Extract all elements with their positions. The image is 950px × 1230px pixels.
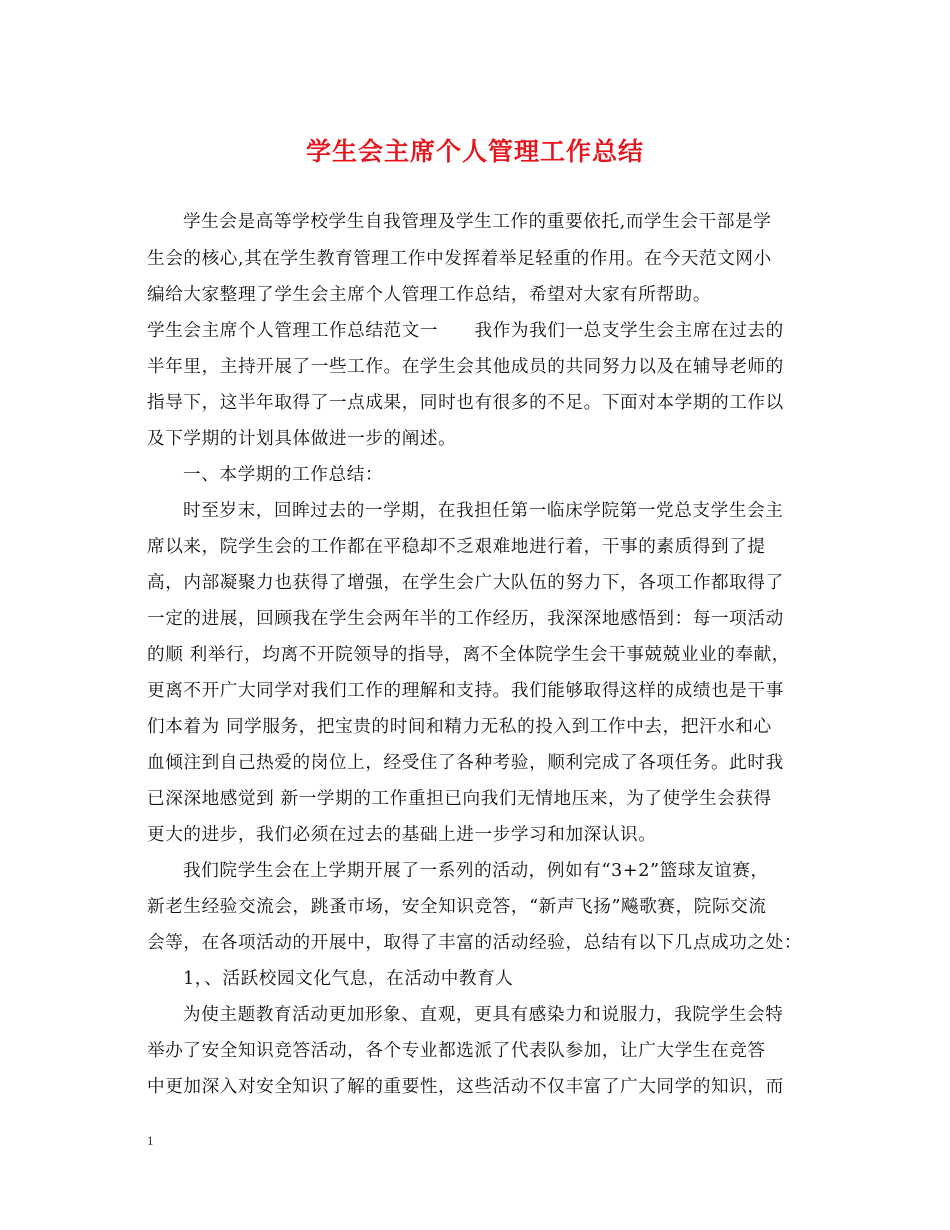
- text-line: 半年里，主持开展了一些工作。在学生会其他成员的共同努力以及在辅导老师的: [147, 357, 784, 377]
- document-title: 学生会主席个人管理工作总结: [305, 137, 644, 166]
- section-heading: 一、本学期的工作总结：: [183, 465, 384, 485]
- text-line: 生会的核心,其在学生教育管理工作中发挥着举足轻重的作用。在今天范文网小: [147, 249, 772, 269]
- text-line: 我们院学生会在上学期开展了一系列的活动，例如有“3+2”篮球友谊赛，: [183, 861, 769, 881]
- text-line: 更离不开广大同学对我们工作的理解和支持。我们能够取得这样的成绩也是干事: [147, 681, 784, 701]
- text-line: 们本着为 同学服务，把宝贵的时间和精力无私的投入到工作中去，把汗水和心: [147, 717, 772, 737]
- section-heading: 1，、活跃校园文化气息，在活动中教育人: [183, 969, 514, 989]
- text-line: 已深深地感觉到 新一学期的工作重担已向我们无情地压来，为了使学生会获得: [147, 789, 772, 809]
- text-line: 学生会主席个人管理工作总结范文一 我作为我们一总支学生会主席在过去的: [147, 321, 784, 341]
- text-line: 席以来，院学生会的工作都在平稳却不乏艰难地进行着，干事的素质得到了提: [147, 537, 766, 557]
- text-line: 血倾注到自己热爱的岗位上，经受住了各种考验，顺利完成了各项任务。此时我: [147, 753, 784, 773]
- text-line: 编给大家整理了学生会主席个人管理工作总结，希望对大家有所帮助。: [147, 285, 712, 305]
- text-line: 指导下，这半年取得了一点成果，同时也有很多的不足。下面对本学期的工作以: [147, 393, 784, 413]
- text-line: 更大的进步，我们必须在过去的基础上进一步学习和加深认识。: [147, 825, 657, 845]
- text-line: 一定的进展，回顾我在学生会两年半的工作经历，我深深地感悟到：每一项活动: [147, 609, 784, 629]
- page-number: 1: [147, 1133, 154, 1148]
- text-line: 及下学期的计划具体做进一步的阐述。: [147, 429, 457, 449]
- text-line: 新老生经验交流会，跳蚤市场，安全知识竞答，“新声飞扬”飚歌赛，院际交流: [147, 897, 767, 917]
- text-line: 中更加深入对安全知识了解的重要性，这些活动不仅丰富了广大同学的知识，而: [147, 1077, 784, 1097]
- text-line: 会等，在各项活动的开展中，取得了丰富的活动经验，总结有以下几点成功之处：: [147, 933, 802, 953]
- text-line: 学生会是高等学校学生自我管理及学生工作的重要依托,而学生会干部是学: [183, 212, 772, 232]
- text-line: 的顺 利举行，均离不开院领导的指导，离不全体院学生会干事兢兢业业的奉献，: [147, 645, 790, 665]
- text-line: 为使主题教育活动更加形象、直观，更具有感染力和说服力，我院学生会特: [183, 1005, 784, 1025]
- text-line: 举办了安全知识竞答活动，各个专业都选派了代表队参加，让广大学生在竞答: [147, 1041, 766, 1061]
- text-line: 时至岁末，回眸过去的一学期，在我担任第一临床学院第一党总支学生会主: [183, 501, 784, 521]
- text-line: 高，内部凝聚力也获得了增强，在学生会广大队伍的努力下，各项工作都取得了: [147, 573, 784, 593]
